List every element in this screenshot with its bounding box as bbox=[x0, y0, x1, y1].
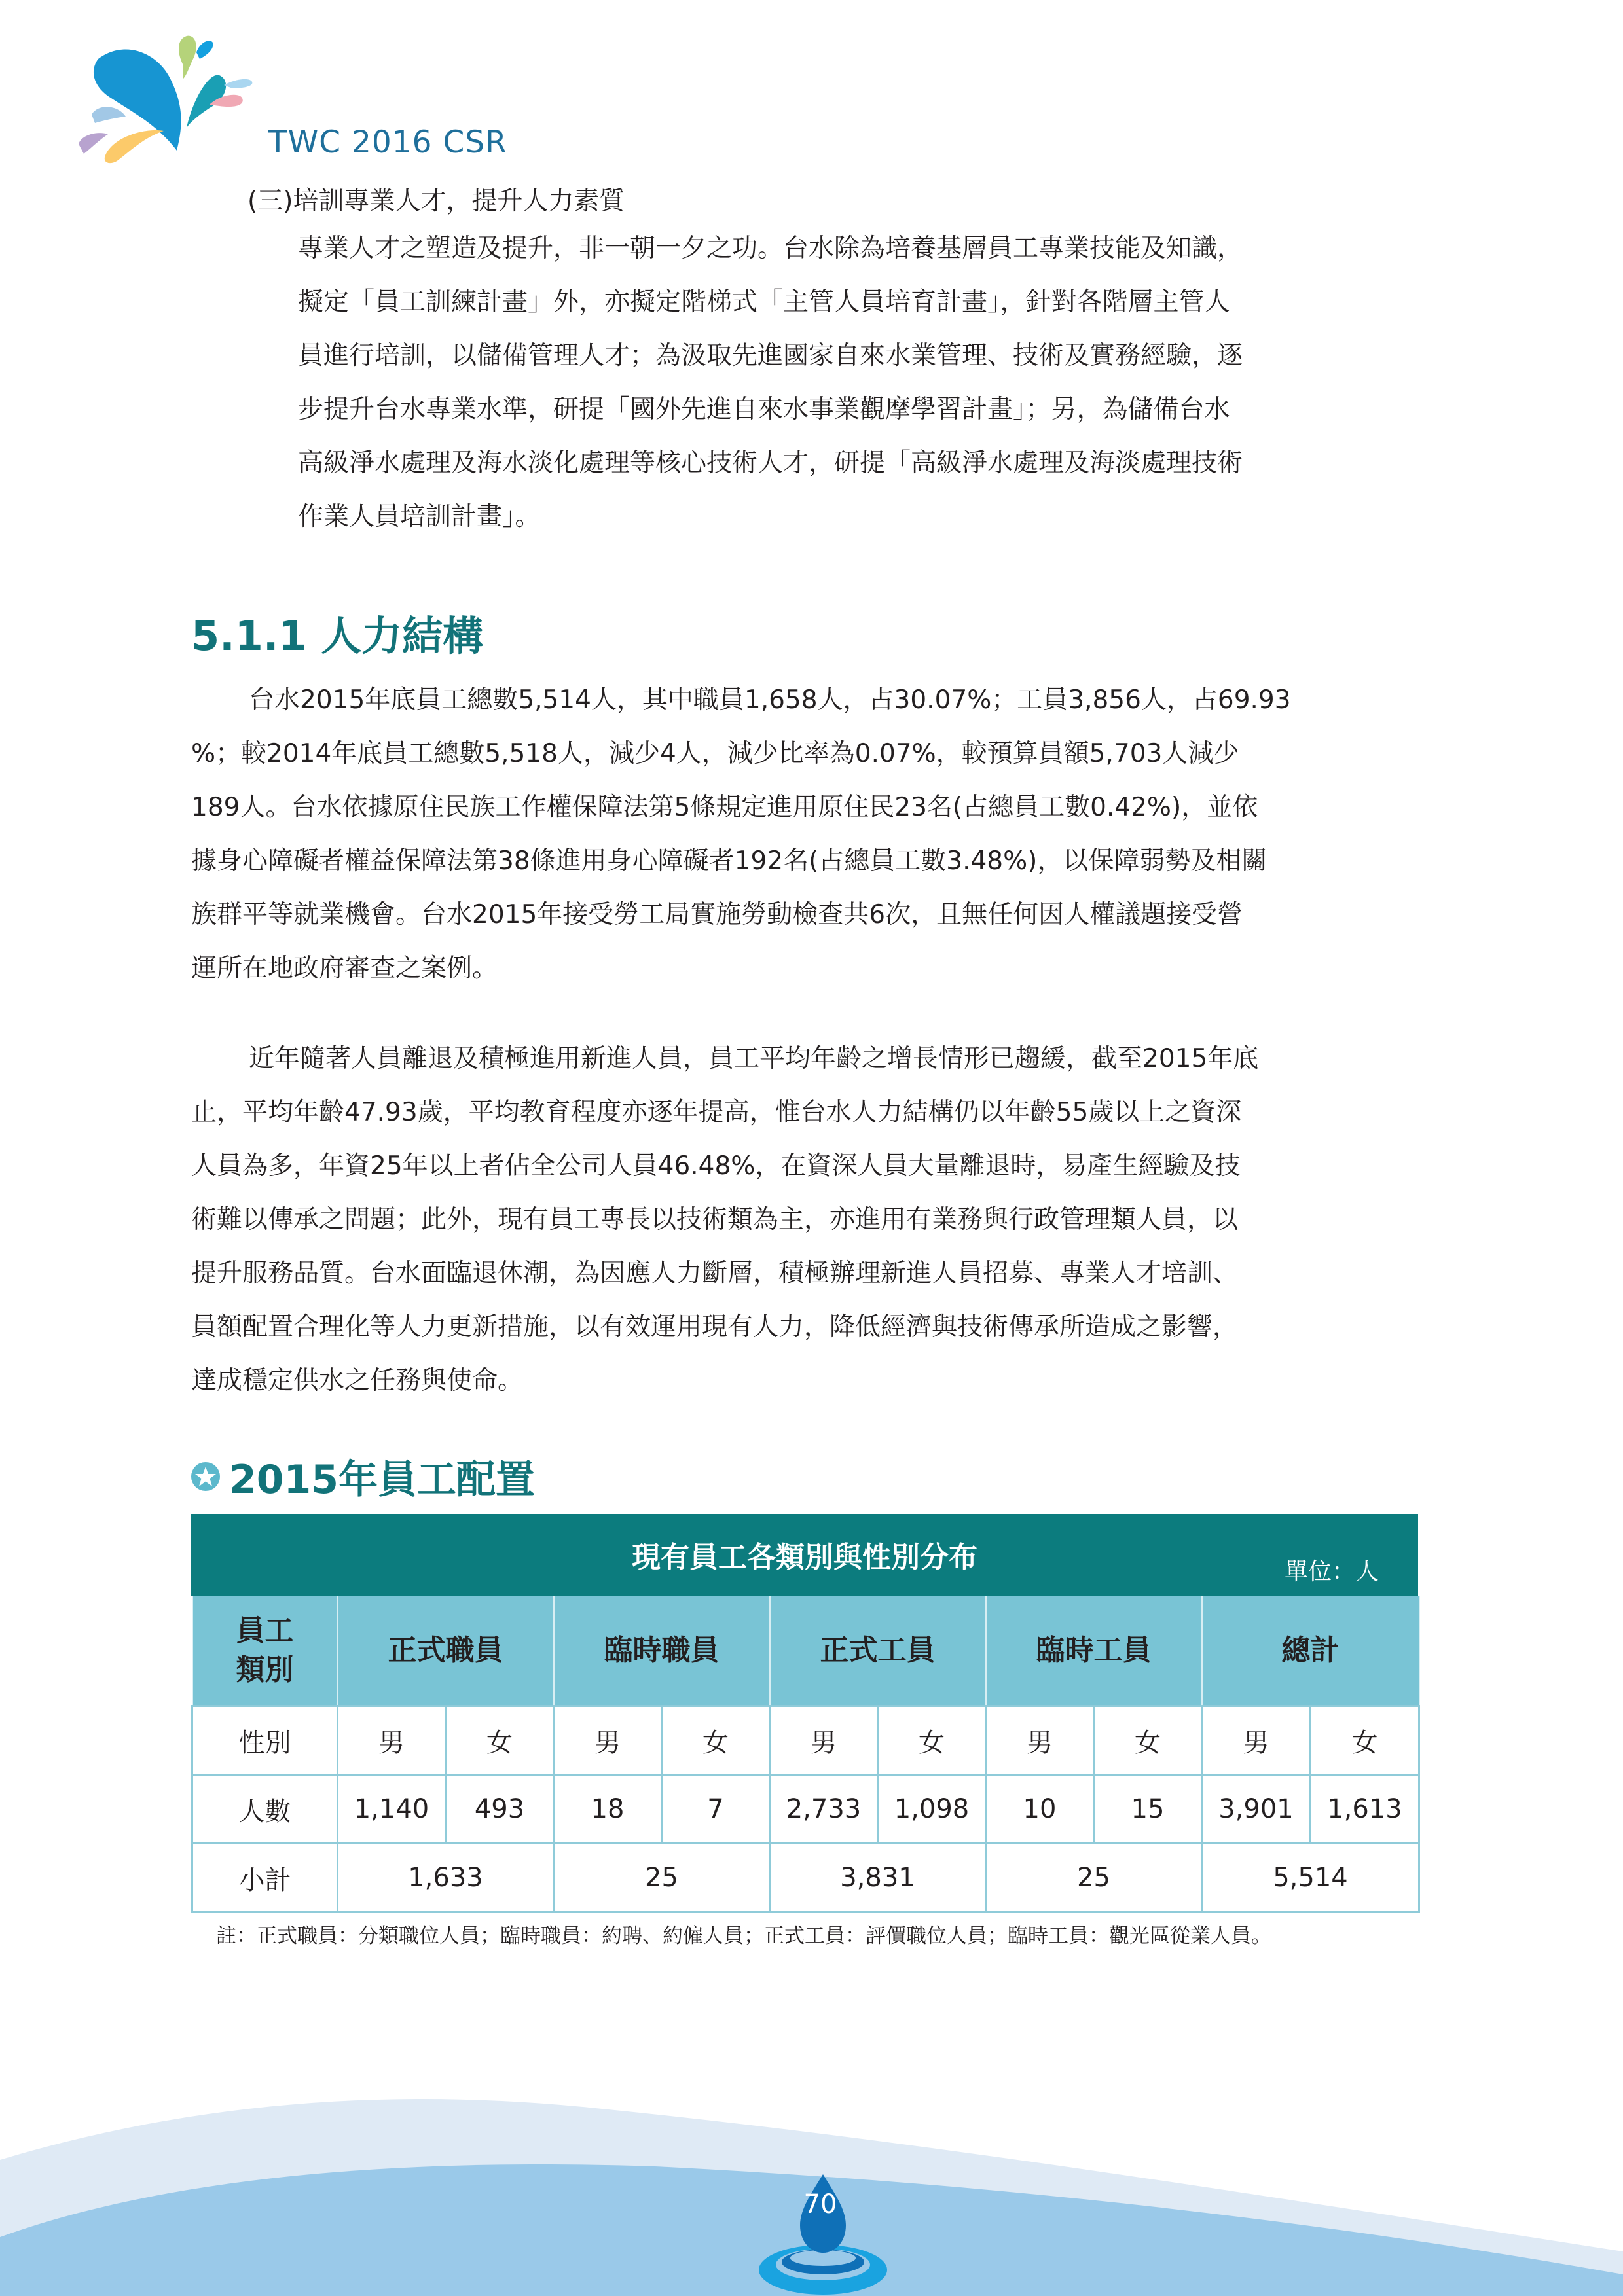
text-line: 作業人員培訓計畫」。 bbox=[298, 502, 541, 531]
row-label: 人數 bbox=[192, 1775, 338, 1844]
count-cell: 1,098 bbox=[878, 1775, 986, 1844]
table-title-bar bbox=[191, 1514, 1418, 1596]
text-line: 近年隨著人員離退及積極進用新進人員，員工平均年齡之增長情形已趨緩，截至2015年底 bbox=[249, 1044, 1259, 1073]
table-title: 現有員工各類別與性別分布 bbox=[632, 1541, 977, 1574]
text-line: 擬定「員工訓練計畫」外，亦擬定階梯式「主管人員培育計畫」，針對各階層主管人 bbox=[298, 287, 1230, 317]
text-line: 員額配置合理化等人力更新措施，以有效運用現有人力，降低經濟與技術傳承所造成之影響， bbox=[191, 1312, 1239, 1342]
subtotal-cell: 1,633 bbox=[338, 1844, 554, 1912]
category-header: 總計 bbox=[1202, 1596, 1419, 1706]
gender-cell: 男 bbox=[554, 1706, 662, 1775]
row-label: 性別 bbox=[192, 1706, 338, 1775]
count-cell: 1,613 bbox=[1311, 1775, 1419, 1844]
employee-table bbox=[191, 1514, 1418, 1913]
logo bbox=[79, 26, 507, 170]
text-line: 人員為多，年資25年以上者佔全公司人員46.48%，在資深人員大量離退時，易產生經驗及技 bbox=[191, 1151, 1241, 1181]
category-header: 臨時工員 bbox=[986, 1596, 1202, 1706]
text-line: 運所在地政府審查之案例。 bbox=[191, 954, 498, 983]
table-note: 註：正式職員：分類職位人員；臨時職員：約聘、約僱人員；正式工員：評價職位人員；臨時工員：觀光區從業人員。 bbox=[216, 1924, 1271, 1948]
count-cell: 1,140 bbox=[338, 1775, 446, 1844]
corner-header bbox=[192, 1596, 338, 1706]
count-cell: 15 bbox=[1094, 1775, 1202, 1844]
subtotal-cell: 25 bbox=[554, 1844, 770, 1912]
gender-cell: 女 bbox=[878, 1706, 986, 1775]
text-line: 189人。台水依據原住民族工作權保障法第5條規定進用原住民23名(占總員工數0.42%)，並依 bbox=[191, 793, 1258, 822]
section-title: 5.1.1 人力結構 bbox=[191, 612, 484, 660]
row-label: 小計 bbox=[192, 1844, 338, 1912]
training-subheading: (三)培訓專業人才，提升人力素質 bbox=[247, 187, 625, 216]
logo-text: TWC 2016 CSR bbox=[268, 124, 507, 160]
text-line: 據身心障礙者權益保障法第38條進用身心障礙者192名(占總員工數3.48%)，以保障弱勢及相關 bbox=[191, 846, 1267, 876]
gender-cell: 男 bbox=[1202, 1706, 1311, 1775]
category-header: 臨時職員 bbox=[554, 1596, 770, 1706]
corner-line-2: 類別 bbox=[236, 1653, 294, 1687]
count-cell: 2,733 bbox=[770, 1775, 878, 1844]
star-icon bbox=[191, 1462, 220, 1491]
allocation-heading bbox=[191, 1448, 535, 1505]
subtotal-row bbox=[192, 1844, 1419, 1912]
text-line: 高級淨水處理及海水淡化處理等核心技術人才，研提「高級淨水處理及海淡處理技術 bbox=[298, 448, 1243, 478]
text-line: 族群平等就業機會。台水2015年接受勞工局實施勞動檢查共6次，且無任何因人權議題接受營 bbox=[191, 900, 1243, 929]
allocation-title: 2015年員工配置 bbox=[229, 1457, 535, 1503]
gender-cell: 男 bbox=[338, 1706, 446, 1775]
footer-wave bbox=[0, 2062, 1623, 2296]
count-cell: 493 bbox=[446, 1775, 554, 1844]
gender-cell: 男 bbox=[986, 1706, 1094, 1775]
text-line: 台水2015年底員工總數5,514人，其中職員1,658人，占30.07%；工員3,856人，占69.93 bbox=[249, 685, 1291, 715]
text-line: 提升服務品質。台水面臨退休潮，為因應人力斷層，積極辦理新進人員招募、專業人才培訓、 bbox=[191, 1259, 1239, 1288]
count-row bbox=[192, 1775, 1419, 1844]
subtotal-cell: 3,831 bbox=[770, 1844, 986, 1912]
text-line: 術難以傳承之問題；此外，現有員工專長以技術類為主，亦進用有業務與行政管理類人員，以 bbox=[191, 1205, 1239, 1234]
gender-cell: 男 bbox=[770, 1706, 878, 1775]
page-number: 70 bbox=[803, 2189, 837, 2219]
table-unit: 單位：人 bbox=[1284, 1558, 1379, 1585]
category-header: 正式職員 bbox=[338, 1596, 554, 1706]
employee-distribution-table bbox=[191, 1596, 1420, 1913]
gender-row bbox=[192, 1706, 1419, 1775]
subtotal-cell: 5,514 bbox=[1202, 1844, 1419, 1912]
count-cell: 7 bbox=[662, 1775, 770, 1844]
gender-cell: 女 bbox=[446, 1706, 554, 1775]
gender-cell: 女 bbox=[662, 1706, 770, 1775]
text-line: 員進行培訓，以儲備管理人才；為汲取先進國家自來水業管理、技術及實務經驗，逐 bbox=[298, 341, 1243, 370]
count-cell: 18 bbox=[554, 1775, 662, 1844]
count-cell: 3,901 bbox=[1202, 1775, 1311, 1844]
text-line: 達成穩定供水之任務與使命。 bbox=[191, 1366, 524, 1395]
gender-cell: 女 bbox=[1094, 1706, 1202, 1775]
gender-cell: 女 bbox=[1311, 1706, 1419, 1775]
text-line: %；較2014年底員工總數5,518人，減少4人，減少比率為0.07%，較預算員額5,703人減少 bbox=[191, 739, 1239, 768]
category-header: 正式工員 bbox=[770, 1596, 986, 1706]
text-line: 步提升台水專業水準，研提「國外先進自來水事業觀摩學習計畫」；另，為儲備台水 bbox=[298, 395, 1230, 424]
text-line: 專業人才之塑造及提升，非一朝一夕之功。台水除為培養基層員工專業技能及知識， bbox=[298, 234, 1243, 263]
subtotal-cell: 25 bbox=[986, 1844, 1202, 1912]
count-cell: 10 bbox=[986, 1775, 1094, 1844]
text-line: 止，平均年齡47.93歲，平均教育程度亦逐年提高，惟台水人力結構仍以年齡55歲以上之資深 bbox=[191, 1098, 1242, 1127]
corner-line-1: 員工 bbox=[236, 1614, 294, 1647]
table-header-row bbox=[192, 1596, 1419, 1706]
water-splash-logo-icon bbox=[79, 26, 268, 170]
